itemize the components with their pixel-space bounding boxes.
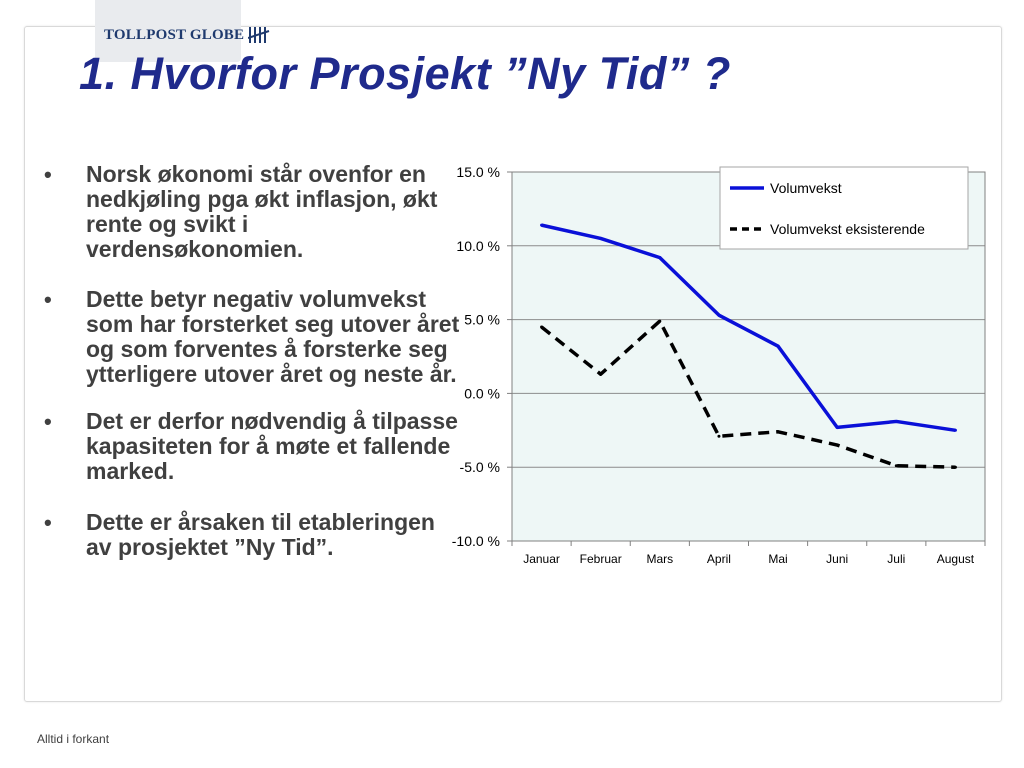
- volume-growth-chart: [430, 155, 990, 575]
- x-tick-label: Juni: [826, 552, 849, 566]
- data-point: [895, 464, 898, 467]
- x-tick-label: Januar: [523, 552, 560, 566]
- x-tick-label: Februar: [579, 552, 622, 566]
- y-tick-label: -10.0 %: [451, 533, 500, 549]
- data-point: [777, 430, 780, 433]
- bullet-item: [40, 162, 465, 262]
- data-point: [836, 444, 839, 447]
- data-point: [540, 325, 543, 328]
- data-point: [658, 320, 661, 323]
- data-point: [599, 237, 602, 240]
- logo-text: TOLLPOST GLOBE: [104, 26, 245, 43]
- x-tick-label: Mai: [768, 552, 788, 566]
- data-point: [599, 373, 602, 376]
- x-tick-label: Juli: [887, 552, 906, 566]
- bullet-dot: •: [44, 287, 52, 312]
- y-tick-label: 10.0 %: [456, 237, 500, 254]
- barcode-icon: [248, 26, 270, 44]
- x-tick-label: August: [936, 552, 975, 566]
- data-point: [658, 256, 661, 259]
- data-point: [836, 426, 839, 429]
- bullet-text: Norsk økonomi står ovenfor en nedkjøling pga økt inflasjon, økt rente og svikt i verdensøkonomien.: [86, 161, 438, 262]
- data-point: [895, 420, 898, 423]
- bullet-dot: •: [44, 162, 52, 187]
- legend-label: Volumvekst eksisterende: [770, 221, 925, 237]
- bullet-dot: •: [44, 510, 52, 535]
- bullet-list: [40, 162, 465, 585]
- data-point: [954, 466, 957, 469]
- data-point: [777, 345, 780, 348]
- y-tick-label: 15.0 %: [456, 164, 500, 180]
- bullet-item: [40, 409, 465, 484]
- slide-title: 1. Hvorfor Prosjekt ”Ny Tid” ?: [79, 48, 731, 99]
- y-tick-label: 0.0 %: [464, 385, 500, 402]
- bullet-item: [40, 287, 465, 387]
- bullet-dot: •: [44, 409, 52, 434]
- legend-label: Volumvekst: [770, 180, 842, 196]
- y-tick-label: 5.0 %: [464, 311, 500, 328]
- x-tick-label: Mars: [646, 552, 674, 566]
- bullet-text: Dette betyr negativ volumvekst som har forsterket seg utover året og som forventes å forsterke seg ytterligere utover året og neste år.: [86, 286, 460, 387]
- data-point: [717, 435, 720, 438]
- bullet-text: Dette er årsaken til etableringen av prosjektet ”Ny Tid”.: [86, 509, 435, 560]
- footer-text: Alltid i forkant: [37, 732, 110, 746]
- data-point: [540, 224, 543, 227]
- bullet-item: [40, 510, 465, 560]
- company-logo: [104, 24, 270, 46]
- data-point: [954, 429, 957, 432]
- data-point: [717, 314, 720, 317]
- y-tick-label: -5.0 %: [459, 459, 500, 476]
- x-tick-label: April: [706, 552, 731, 566]
- bullet-text: Det er derfor nødvendig å tilpasse kapasiteten for å møte et fallende marked.: [86, 408, 458, 484]
